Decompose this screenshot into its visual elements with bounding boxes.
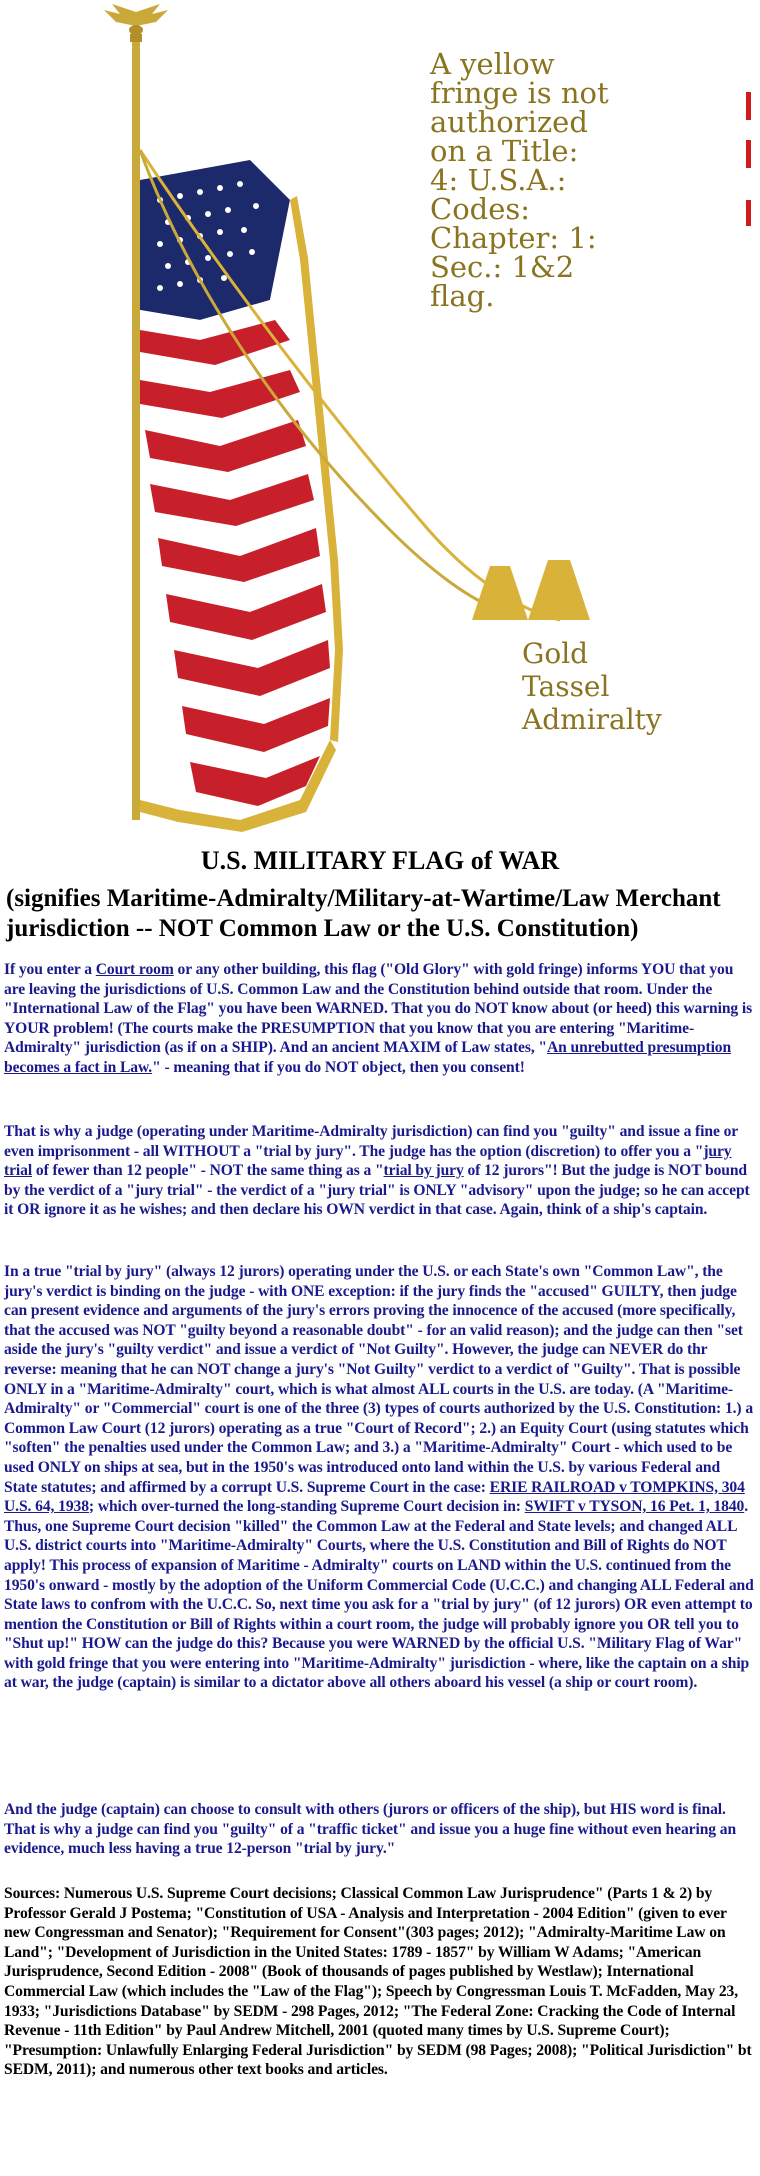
gold-tassel-icon [472, 560, 590, 620]
page-subtitle: (signifies Maritime-Admiralty/Military-at-Wartime/Law Merchant jurisdiction -- NOT Common Law or the U.S. Constitution) [6, 885, 721, 942]
paragraph-text: If you enter a [4, 961, 96, 978]
paragraph-3 [4, 1262, 756, 1693]
maxim-link[interactable]: An unrebutted presumption becomes a fact in Law. [4, 1039, 732, 1076]
swift-tyson-link[interactable]: SWIFT v TYSON, 16 Pet. 1, 1840 [524, 1498, 745, 1516]
court-room-link[interactable]: Court room [95, 961, 174, 978]
paragraph-text: ; which over-turned the long-standing Supreme Court decision in: [88, 1498, 525, 1516]
flag-pole [132, 40, 140, 820]
erie-railroad-link[interactable]: ERIE RAILROAD v TOMPKINS, 304 U.S. 64, 1938 [4, 1478, 745, 1516]
paragraph-text: In a true "trial by jury" (always 12 jurors) operating under the U.S. or each State's own "Common Law", the jury's verdict is binding on the judge - with ONE exception: if the jury finds the "accused" GUILTY, then judge can present evidence and arguments of the jury's errors proving the innocence of the accused (more specifically, that the accused was NOT "guilty beyond a reasonable doubt" - for an valid reason); and the judge can then "set aside the jury's "guilty verdict" and issue a verdict of "Not Guilty". However, the judge can NEVER do thr reverse: meaning that he can NOT change a jury's "Not Guilty" verdict to a verdict of "Guilty". That is possible ONLY in a "Maritime-Admiralty" court, which is what almost ALL courts in the U.S. are today. (A "Maritime-Admiralty" or "Commercial" court is one of the three (3) types of courts authorized by the U.S. Constitution: 1.) a Common Law Court (12 jurors) operating as a true "Court of Record"; 2.) an Equity Court (using statutes which "soften" the penalties used under the Common Law; and 3.) a "Maritime-Admiralty" Court - which used to be used ONLY on ships at sea, but in the 1950's was introduced onto land within the U.S. by various Federal and State statutes; and affirmed by a corrupt U.S. Supreme Court in the case: [4, 1263, 754, 1496]
paragraph-text: . Thus, one Supreme Court decision "killed" the Common Law at the Federal and State levels; and changed ALL U.S. district courts into "Maritime-Admiralty" Courts, where the U.S. Constitution and Bill of Rights do NOT apply! This process of expansion of Maritime - Admiralty" courts on LAND within the U.S. continued from the 1950's onward - mostly by the adoption of the Uniform Commercial Code (U.C.C.) and changing ALL Federal and State laws to confrom with the U.C.C. So, next time you ask for a "trial by jury" (of 12 jurors) OR even attempt to mention the Constitution or Bill of Rights within a court room, the judge will probably ignore you OR tell you to "Shut up!" HOW can the judge do this? Because you were WARNED by the official U.S. "Military Flag of War" with gold fringe that you were entering into "Maritime-Admiralty" jurisdiction - where, like the captain on a ship at war, the judge (captain) is similar to a dictator above all others aboard his vessel (a ship or court room). [4, 1498, 754, 1692]
sources-list: Sources: Numerous U.S. Supreme Court decisions; Classical Common Law Jurisprudence" (Parts 1 & 2) by Professor Gerald J Postema; "Constitution of USA - Analysis and Interpretation - 2004 Edition" (given to ever new Congressman and Senator); "Requirement for Consent"(303 pages; 2012); "Admiralty-Maritime Law on Land"; "Development of Jurisdiction in the United States: 1789 - 1857" by William W Adams; "American Jurisprudence, Second Edition - 2008" (Book of thousands of pages published by Westlaw); International Commercial Law (which includes the "Law of the Flag"); Speech by Congressman Louis T. McFadden, May 23, 1933; "Jurisdictions Database" by SEDM - 298 Pages, 2012; "The Federal Zone: Cracking the Code of Internal Revenue - 11th Edition" by Paul Andrew Mitchell, 2001 (quoted many times by U.S. Supreme Court); "Presumption: Unlawfully Enlarging Federal Jurisdiction" by SEDM (98 Pages; 2008); "Political Jurisdiction" bt SEDM, 2011); and numerous other text books and articles. [4, 1885, 752, 2079]
jury-trial-link[interactable]: jury trial [4, 1142, 732, 1180]
red-mark [746, 92, 751, 120]
paragraph-1 [4, 960, 756, 1078]
tassel-annotation: Gold Tassel Admiralty [522, 637, 662, 736]
paragraph-text: or any other building, this flag ("Old Glory" with gold fringe) informs YOU that you are leaving the jurisdictions of U.S. Common Law and the Constitution behind outside that room. Under the "International Law of the Flag" you have been WARNED. That you do NOT know about (or heed) this warning is YOUR problem! (The courts make the PRESUMPTION that you know that you are entering "Maritime-Admiralty" jurisdiction (as if on a SHIP). And an ancient MAXIM of Law states, " [4, 961, 753, 1057]
trial-by-jury-link[interactable]: trial by jury [383, 1162, 464, 1180]
eagle-finial-icon [104, 4, 168, 42]
paragraph-4: And the judge (captain) can choose to consult with others (jurors or officers of the ship), but HIS word is final. That is why a judge can find you "guilty" of a "traffic ticket" and issue you a huge fine without even hearing an evidence, much less having a true 12-person "trial by jury." [4, 1801, 737, 1858]
red-mark [746, 200, 751, 226]
fringe-annotation: A yellow fringe is not authorized on a Title: 4: U.S.A.: Codes: Chapter: 1: Sec.: 1&2 flag. [430, 47, 609, 313]
paragraph-text: That is why a judge (operating under Maritime-Admiralty jurisdiction) can find you "guilty" and issue a fine or even imprisonment - all WITHOUT a "trial by jury". The judge has the option (discretion) to offer you a " [4, 1123, 738, 1160]
flag-illustration [0, 0, 760, 850]
paragraph-text: of 12 jurors"! But the judge is NOT bound by the verdict of a "jury trial" - the verdict of a "jury trial" is ONLY "advisory" upon the judge; so he can accept it OR ignore it as he wishes; and then declare his OWN verdict in that case. Again, think of a ship's captain. [4, 1162, 750, 1219]
red-mark [746, 140, 751, 168]
paragraph-2 [4, 1122, 756, 1220]
paragraph-text: " - meaning that if you do NOT object, then you consent! [152, 1058, 525, 1076]
paragraph-text: of fewer than 12 people" - NOT the same thing as a " [32, 1162, 384, 1180]
page-title: U.S. MILITARY FLAG of WAR [200, 846, 560, 875]
